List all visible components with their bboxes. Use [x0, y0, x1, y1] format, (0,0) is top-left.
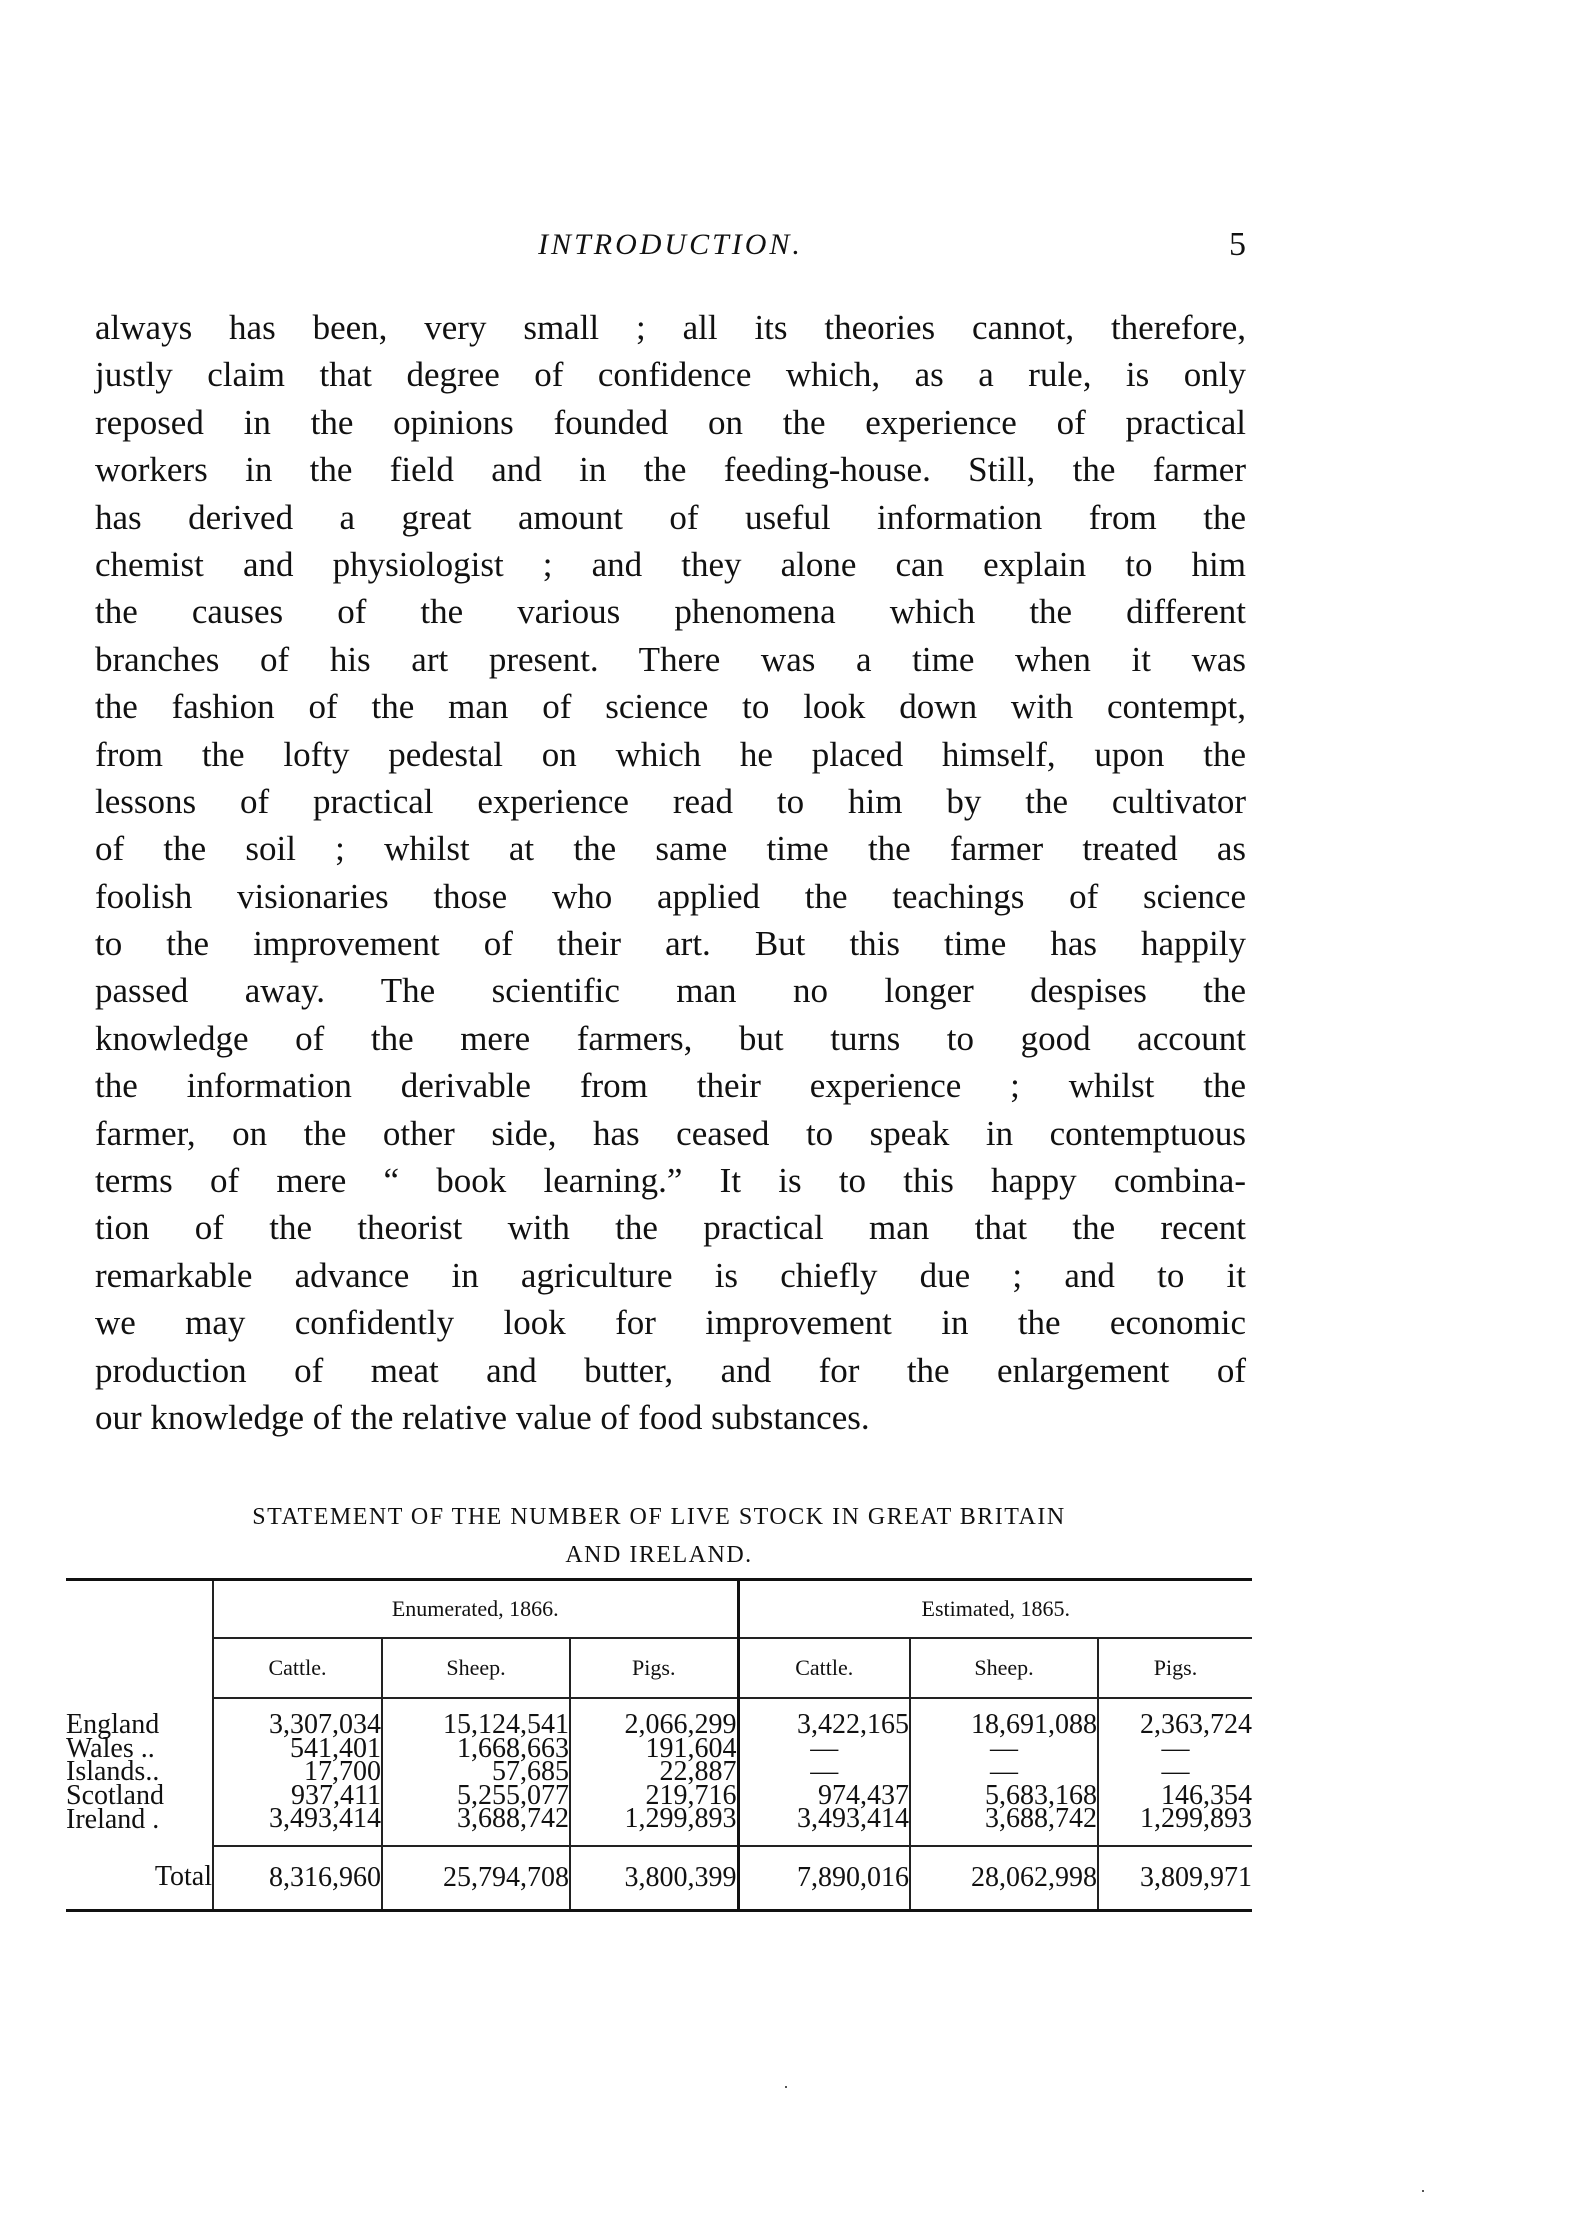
cell: 219,716	[570, 1784, 738, 1808]
text-line: always has been, very small ; all its theories cannot, therefore,	[95, 308, 1246, 347]
cell: —	[1098, 1737, 1252, 1761]
caption-line: STATEMENT OF THE NUMBER OF LIVE STOCK IN GREAT BRITAIN	[252, 1504, 1066, 1530]
total-cell: 3,809,971	[1098, 1846, 1252, 1911]
cell: 3,688,742	[382, 1807, 570, 1846]
cell: 15,124,541	[382, 1698, 570, 1737]
text-line: from the lofty pedestal on which he placed himself, upon the	[95, 734, 1246, 774]
stub-header	[66, 1638, 213, 1698]
row-label: England	[66, 1708, 160, 1740]
group-header-row	[66, 1580, 1252, 1639]
cell: 1,668,663	[382, 1737, 570, 1761]
cell: 3,688,742	[910, 1807, 1098, 1846]
text-line: chemist and physiologist ; and they alone can explain to him	[95, 544, 1246, 584]
text-line: knowledge of the mere farmers, but turns to good account	[95, 1018, 1246, 1058]
cell: 5,255,077	[382, 1784, 570, 1808]
text-line: production of meat and butter, and for the enlargement of	[95, 1350, 1246, 1390]
text-line: justly claim that degree of confidence which, as a rule, is only	[95, 355, 1246, 395]
column-header: Sheep.	[910, 1638, 1098, 1698]
text-line: passed away. The scientific man no longer despises the	[95, 971, 1246, 1011]
cell: 1,299,893	[1098, 1807, 1252, 1846]
cell: 146,354	[1098, 1784, 1252, 1808]
row-label: Ireland .	[66, 1803, 160, 1835]
cell: 974,437	[738, 1784, 910, 1808]
column-header: Sheep.	[382, 1638, 570, 1698]
column-header: Pigs.	[1098, 1638, 1252, 1698]
table-caption	[66, 1498, 1252, 1574]
total-cell: 3,800,399	[570, 1846, 738, 1911]
text-line: of the soil ; whilst at the same time the farmer treated as	[95, 829, 1246, 869]
cell: 1,299,893	[570, 1807, 738, 1846]
column-header: Pigs.	[570, 1638, 738, 1698]
cell: 3,307,034	[213, 1698, 382, 1737]
cell: —	[1098, 1760, 1252, 1784]
text-line: branches of his art present. There was a time when it was	[95, 639, 1246, 679]
cell: 541,401	[213, 1737, 382, 1761]
scan-speck	[785, 2086, 787, 2088]
row-label: Islands..	[66, 1756, 160, 1787]
scan-speck	[1422, 2190, 1424, 2192]
running-title: INTRODUCTION.	[538, 228, 803, 261]
text-line: our knowledge of the relative value of food substances.	[95, 1397, 870, 1437]
text-line: we may confidently look for improvement in the economic	[95, 1303, 1246, 1343]
text-line: workers in the field and in the feeding-house. Still, the farmer	[95, 450, 1246, 490]
total-cell: 7,890,016	[738, 1846, 910, 1911]
live-stock-table	[66, 1578, 1252, 1912]
cell: 18,691,088	[910, 1698, 1098, 1737]
text-line: lessons of practical experience read to him by the cultivator	[95, 781, 1246, 821]
column-header: Cattle.	[213, 1638, 382, 1698]
cell: 3,422,165	[738, 1698, 910, 1737]
text-line: reposed in the opinions founded on the experience of practical	[95, 402, 1246, 442]
column-header: Cattle.	[738, 1638, 910, 1698]
text-line: remarkable advance in agriculture is chiefly due ; and to it	[95, 1255, 1246, 1295]
cell: 2,066,299	[570, 1698, 738, 1737]
page-number: 5	[1229, 226, 1246, 263]
group-header-enumerated: Enumerated, 1866.	[213, 1580, 738, 1639]
table-row	[66, 1737, 1252, 1761]
running-head	[95, 222, 1246, 266]
caption-line: AND IRELAND.	[565, 1542, 753, 1568]
text-line: the information derivable from their experience ; whilst the	[95, 1066, 1246, 1106]
cell: 57,685	[382, 1760, 570, 1784]
cell: 17,700	[213, 1760, 382, 1784]
table-row	[66, 1698, 1252, 1737]
cell: 2,363,724	[1098, 1698, 1252, 1737]
text-line: foolish visionaries those who applied the teachings of science	[95, 876, 1246, 916]
total-label: Total	[154, 1861, 212, 1892]
text-line: farmer, on the other side, has ceased to speak in contemptuous	[95, 1113, 1246, 1153]
total-cell: 8,316,960	[213, 1846, 382, 1911]
total-cell: 28,062,998	[910, 1846, 1098, 1911]
text-line: to the improvement of their art. But this time has happily	[95, 924, 1246, 964]
body-paragraph	[95, 304, 1246, 1441]
row-label: Scotland	[66, 1779, 164, 1811]
group-header-estimated: Estimated, 1865.	[738, 1580, 1252, 1639]
text-line: the fashion of the man of science to look down with contempt,	[95, 687, 1246, 727]
table-row	[66, 1807, 1252, 1846]
cell: 3,493,414	[738, 1807, 910, 1846]
row-label: Wales ..	[66, 1732, 155, 1764]
total-cell: 25,794,708	[382, 1846, 570, 1911]
cell: 3,493,414	[213, 1807, 382, 1846]
cell: —	[910, 1737, 1098, 1761]
stub-header	[66, 1580, 213, 1639]
text-line: terms of mere “ book learning.” It is to this happy combina-	[95, 1161, 1246, 1201]
cell: 191,604	[570, 1737, 738, 1761]
column-header-row	[66, 1638, 1252, 1698]
cell: —	[910, 1760, 1098, 1784]
cell: 5,683,168	[910, 1784, 1098, 1808]
cell: —	[738, 1737, 910, 1761]
cell: —	[738, 1760, 910, 1784]
text-line: tion of the theorist with the practical man that the recent	[95, 1208, 1246, 1248]
cell: 22,887	[570, 1760, 738, 1784]
cell: 937,411	[213, 1784, 382, 1808]
text-line: has derived a great amount of useful information from the	[95, 497, 1246, 537]
text-line: the causes of the various phenomena which the different	[95, 592, 1246, 632]
total-row	[66, 1846, 1252, 1911]
